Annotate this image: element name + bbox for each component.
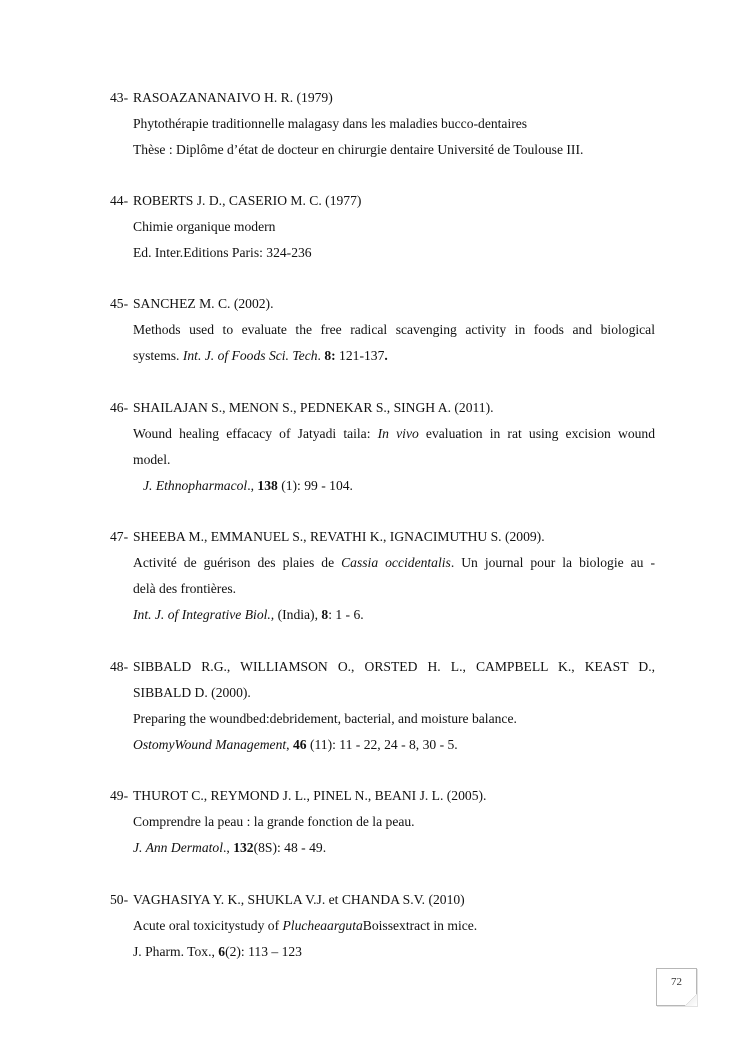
- reference-number: 47-: [110, 529, 129, 544]
- volume: 132: [233, 840, 254, 855]
- reference-title: Preparing the woundbed:debridement, bacterial, and moisture balance.: [133, 711, 517, 726]
- journal-name: Int. J. of Integrative Biol.,: [133, 607, 275, 622]
- reference-title-cont: model.: [133, 452, 171, 467]
- reference-source: J. Pharm. Tox., 6(2): 113 – 123: [133, 944, 302, 959]
- reference-authors: VAGHASIYA Y. K., SHUKLA V.J. et CHANDA S.V. (2010): [133, 892, 465, 907]
- reference-number: 49-: [110, 788, 129, 803]
- reference-title: Methods used to evaluate the free radical scavenging activity in foods and biological: [133, 322, 655, 337]
- reference-title: Comprendre la peau : la grande fonction de la peau.: [133, 814, 415, 829]
- journal-name: Int. J. of Foods Sci. Tech: [182, 348, 318, 363]
- reference-source: J. Ethnopharmacol., 138 (1): 99 - 104.: [143, 478, 353, 493]
- reference-number: 50-: [110, 892, 129, 907]
- volume: 8: [321, 607, 329, 622]
- page-number: 72: [671, 976, 682, 988]
- journal-name: J. Ethnopharmacol: [143, 478, 248, 493]
- volume: 6: [218, 944, 226, 959]
- page-fold-corner: [685, 994, 697, 1006]
- page-number-box: [656, 968, 697, 1006]
- reference-source: J. Ann Dermatol., 132(8S): 48 - 49.: [133, 840, 327, 855]
- reference-authors: SHAILAJAN S., MENON S., PEDNEKAR S., SINGH A. (2011).: [133, 400, 494, 415]
- reference-number: 48-: [110, 659, 129, 674]
- reference-authors-cont: SIBBALD D. (2000).: [133, 685, 251, 700]
- reference-source: Int. J. of Integrative Biol., (India), 8: 1 - 6.: [133, 607, 364, 622]
- reference-source: Ed. Inter.Editions Paris: 324-236: [133, 245, 312, 260]
- reference-title: Acute oral toxicitystudy of PlucheaargutaBoissextract in mice.: [133, 918, 478, 933]
- reference-title: Activité de guérison des plaies de Cassia occidentalis. Un journal pour la biologie au -: [133, 555, 655, 570]
- volume: 8:: [324, 348, 336, 363]
- reference-authors: SIBBALD R.G., WILLIAMSON O., ORSTED H. L., CAMPBELL K., KEAST D.,: [133, 659, 655, 674]
- reference-authors: SHEEBA M., EMMANUEL S., REVATHI K., IGNACIMUTHU S. (2009).: [133, 529, 545, 544]
- volume: 138: [257, 478, 278, 493]
- reference-number: 43-: [110, 90, 129, 105]
- reference-number: 46-: [110, 400, 129, 415]
- reference-number: 44-: [110, 193, 129, 208]
- reference-source: Thèse : Diplôme d’état de docteur en chirurgie dentaire Université de Toulouse III.: [133, 142, 584, 157]
- reference-source: OstomyWound Management, 46 (11): 11 - 22, 24 - 8, 30 - 5.: [133, 737, 458, 752]
- reference-title: Chimie organique modern: [133, 219, 276, 234]
- reference-authors: ROBERTS J. D., CASERIO M. C. (1977): [133, 193, 362, 208]
- journal-name: OstomyWound Management: [133, 737, 287, 752]
- reference-title: Phytothérapie traditionnelle malagasy dans les maladies bucco-dentaires: [133, 116, 528, 131]
- reference-authors: RASOAZANANAIVO H. R. (1979): [133, 90, 333, 105]
- reference-authors: SANCHEZ M. C. (2002).: [133, 296, 274, 311]
- journal-name: J. Ann Dermatol: [133, 840, 223, 855]
- reference-title: Wound healing effacacy of Jatyadi taila: In vivo evaluation in rat using excision wound: [133, 426, 656, 441]
- reference-number: 45-: [110, 296, 129, 311]
- reference-source: systems. Int. J. of Foods Sci. Tech. 8: 121-137.: [133, 348, 388, 363]
- reference-title-cont: delà des frontières.: [133, 581, 237, 596]
- reference-authors: THUROT C., REYMOND J. L., PINEL N., BEANI J. L. (2005).: [133, 788, 487, 803]
- volume: 46: [292, 737, 307, 752]
